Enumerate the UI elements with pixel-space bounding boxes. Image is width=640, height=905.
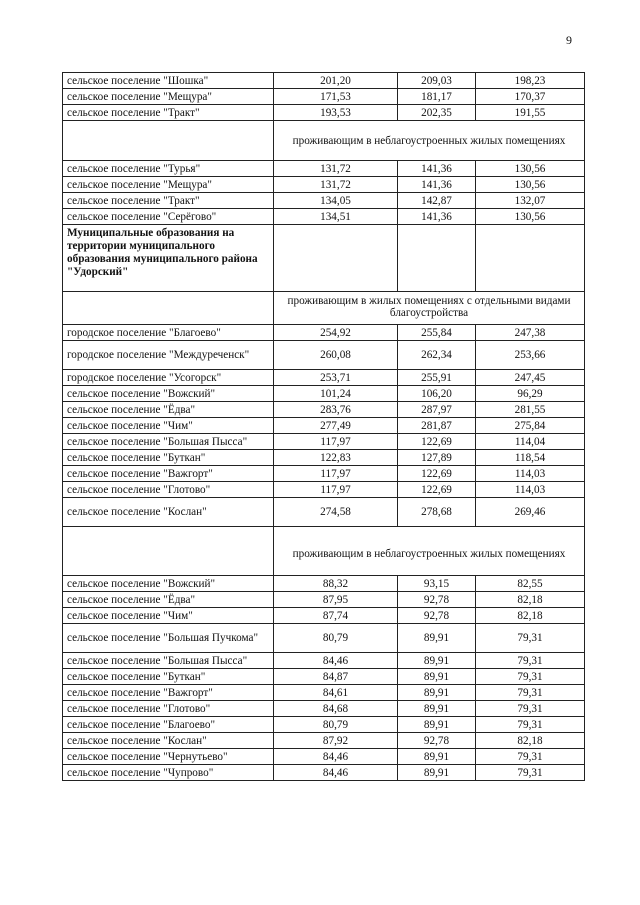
group-heading-row — [63, 225, 585, 292]
municipality-name: сельское поселение "Чим" — [63, 418, 274, 434]
value-cell: 142,87 — [398, 193, 476, 209]
value-cell: 92,78 — [398, 592, 476, 608]
value-cell: 269,46 — [476, 498, 585, 527]
empty-cell — [63, 527, 274, 576]
value-cell: 201,20 — [274, 73, 398, 89]
value-cell: 84,61 — [274, 685, 398, 701]
value-cell: 88,32 — [274, 576, 398, 592]
section-caption-row — [63, 121, 585, 161]
municipality-name: сельское поселение "Мещура" — [63, 89, 274, 105]
value-cell: 80,79 — [274, 624, 398, 653]
municipality-name: сельское поселение "Ёдва" — [63, 402, 274, 418]
value-cell: 82,18 — [476, 592, 585, 608]
value-cell: 262,34 — [398, 341, 476, 370]
municipality-name: сельское поселение "Шошка" — [63, 73, 274, 89]
municipality-name: сельское поселение "Вожский" — [63, 576, 274, 592]
value-cell: 79,31 — [476, 701, 585, 717]
value-cell: 202,35 — [398, 105, 476, 121]
value-cell: 93,15 — [398, 576, 476, 592]
value-cell: 106,20 — [398, 386, 476, 402]
table-row — [63, 370, 585, 386]
value-cell: 122,83 — [274, 450, 398, 466]
section-caption-row — [63, 292, 585, 325]
value-cell: 122,69 — [398, 466, 476, 482]
value-cell: 114,04 — [476, 434, 585, 450]
table-row — [63, 450, 585, 466]
value-cell: 89,91 — [398, 765, 476, 781]
value-cell: 132,07 — [476, 193, 585, 209]
table-row — [63, 418, 585, 434]
municipality-name: сельское поселение "Буткан" — [63, 669, 274, 685]
value-cell: 171,53 — [274, 89, 398, 105]
value-cell: 254,92 — [274, 325, 398, 341]
value-cell: 277,49 — [274, 418, 398, 434]
value-cell: 101,24 — [274, 386, 398, 402]
value-cell: 281,87 — [398, 418, 476, 434]
value-cell: 82,18 — [476, 608, 585, 624]
value-cell: 117,97 — [274, 482, 398, 498]
value-cell: 89,91 — [398, 701, 476, 717]
municipality-name: сельское поселение "Важгорт" — [63, 685, 274, 701]
value-cell: 79,31 — [476, 624, 585, 653]
value-cell: 79,31 — [476, 749, 585, 765]
table-row — [63, 193, 585, 209]
municipality-name: сельское поселение "Тракт" — [63, 105, 274, 121]
value-cell: 122,69 — [398, 482, 476, 498]
table-row — [63, 73, 585, 89]
value-cell: 84,68 — [274, 701, 398, 717]
table-row — [63, 624, 585, 653]
value-cell: 114,03 — [476, 482, 585, 498]
value-cell: 84,46 — [274, 653, 398, 669]
tariff-table-body — [63, 73, 585, 781]
table-row — [63, 685, 585, 701]
empty-cell — [398, 225, 476, 292]
value-cell: 79,31 — [476, 717, 585, 733]
value-cell: 170,37 — [476, 89, 585, 105]
table-row — [63, 325, 585, 341]
municipality-name: сельское поселение "Кослан" — [63, 733, 274, 749]
value-cell: 275,84 — [476, 418, 585, 434]
value-cell: 130,56 — [476, 209, 585, 225]
value-cell: 118,54 — [476, 450, 585, 466]
value-cell: 122,69 — [398, 434, 476, 450]
municipality-name: сельское поселение "Большая Пысса" — [63, 434, 274, 450]
table-row — [63, 498, 585, 527]
value-cell: 141,36 — [398, 161, 476, 177]
municipality-name: сельское поселение "Глотово" — [63, 701, 274, 717]
municipality-name: сельское поселение "Благоево" — [63, 717, 274, 733]
value-cell: 79,31 — [476, 765, 585, 781]
value-cell: 82,18 — [476, 733, 585, 749]
table-row — [63, 765, 585, 781]
empty-cell — [274, 225, 398, 292]
municipality-name: сельское поселение "Серёгово" — [63, 209, 274, 225]
value-cell: 89,91 — [398, 749, 476, 765]
value-cell: 247,38 — [476, 325, 585, 341]
value-cell: 281,55 — [476, 402, 585, 418]
table-row — [63, 733, 585, 749]
value-cell: 79,31 — [476, 653, 585, 669]
value-cell: 89,91 — [398, 717, 476, 733]
value-cell: 131,72 — [274, 177, 398, 193]
table-row — [63, 608, 585, 624]
value-cell: 255,84 — [398, 325, 476, 341]
table-row — [63, 177, 585, 193]
value-cell: 134,05 — [274, 193, 398, 209]
municipality-name: сельское поселение "Тракт" — [63, 193, 274, 209]
section-caption: проживающим в жилых помещениях с отдельными видами благоустройства — [274, 292, 585, 325]
value-cell: 79,31 — [476, 685, 585, 701]
value-cell: 209,03 — [398, 73, 476, 89]
value-cell: 247,45 — [476, 370, 585, 386]
empty-cell — [476, 225, 585, 292]
value-cell: 84,46 — [274, 749, 398, 765]
value-cell: 260,08 — [274, 341, 398, 370]
empty-cell — [63, 292, 274, 325]
value-cell: 117,97 — [274, 434, 398, 450]
value-cell: 127,89 — [398, 450, 476, 466]
value-cell: 89,91 — [398, 685, 476, 701]
table-row — [63, 89, 585, 105]
table-row — [63, 669, 585, 685]
page-number: 9 — [566, 33, 572, 47]
table-row — [63, 482, 585, 498]
value-cell: 141,36 — [398, 209, 476, 225]
table-row — [63, 341, 585, 370]
municipality-name: сельское поселение "Вожский" — [63, 386, 274, 402]
value-cell: 130,56 — [476, 161, 585, 177]
value-cell: 134,51 — [274, 209, 398, 225]
value-cell: 283,76 — [274, 402, 398, 418]
tariff-table — [62, 72, 585, 781]
table-row — [63, 402, 585, 418]
value-cell: 87,74 — [274, 608, 398, 624]
table-row — [63, 717, 585, 733]
table-row — [63, 209, 585, 225]
table-row — [63, 386, 585, 402]
table-row — [63, 592, 585, 608]
municipality-name: городское поселение "Междуреченск" — [63, 341, 274, 370]
value-cell: 82,55 — [476, 576, 585, 592]
table-row — [63, 466, 585, 482]
table-row — [63, 701, 585, 717]
municipality-name: сельское поселение "Глотово" — [63, 482, 274, 498]
value-cell: 130,56 — [476, 177, 585, 193]
value-cell: 80,79 — [274, 717, 398, 733]
municipality-name: сельское поселение "Большая Пучкома" — [63, 624, 274, 653]
value-cell: 253,66 — [476, 341, 585, 370]
value-cell: 114,03 — [476, 466, 585, 482]
municipality-name: городское поселение "Усогорск" — [63, 370, 274, 386]
value-cell: 131,72 — [274, 161, 398, 177]
municipality-name: сельское поселение "Кослан" — [63, 498, 274, 527]
value-cell: 141,36 — [398, 177, 476, 193]
table-row — [63, 576, 585, 592]
value-cell: 278,68 — [398, 498, 476, 527]
value-cell: 87,92 — [274, 733, 398, 749]
municipality-name: сельское поселение "Турья" — [63, 161, 274, 177]
section-caption-row — [63, 527, 585, 576]
value-cell: 287,97 — [398, 402, 476, 418]
value-cell: 92,78 — [398, 733, 476, 749]
value-cell: 89,91 — [398, 653, 476, 669]
municipality-name: сельское поселение "Чернутьево" — [63, 749, 274, 765]
table-row — [63, 749, 585, 765]
municipality-name: сельское поселение "Ёдва" — [63, 592, 274, 608]
table-row — [63, 105, 585, 121]
value-cell: 274,58 — [274, 498, 398, 527]
municipality-name: сельское поселение "Чим" — [63, 608, 274, 624]
group-heading: Муниципальные образования на территории муниципального образования муниципального района "Удорский" — [63, 225, 274, 292]
municipality-name: городское поселение "Благоево" — [63, 325, 274, 341]
value-cell: 96,29 — [476, 386, 585, 402]
value-cell: 193,53 — [274, 105, 398, 121]
municipality-name: сельское поселение "Чупрово" — [63, 765, 274, 781]
value-cell: 84,46 — [274, 765, 398, 781]
municipality-name: сельское поселение "Буткан" — [63, 450, 274, 466]
municipality-name: сельское поселение "Большая Пысса" — [63, 653, 274, 669]
table-row — [63, 161, 585, 177]
value-cell: 87,95 — [274, 592, 398, 608]
value-cell: 181,17 — [398, 89, 476, 105]
value-cell: 89,91 — [398, 669, 476, 685]
value-cell: 253,71 — [274, 370, 398, 386]
value-cell: 117,97 — [274, 466, 398, 482]
empty-cell — [63, 121, 274, 161]
value-cell: 198,23 — [476, 73, 585, 89]
value-cell: 84,87 — [274, 669, 398, 685]
municipality-name: сельское поселение "Важгорт" — [63, 466, 274, 482]
table-row — [63, 653, 585, 669]
section-caption: проживающим в неблагоустроенных жилых помещениях — [274, 527, 585, 576]
value-cell: 79,31 — [476, 669, 585, 685]
section-caption: проживающим в неблагоустроенных жилых помещениях — [274, 121, 585, 161]
value-cell: 191,55 — [476, 105, 585, 121]
value-cell: 89,91 — [398, 624, 476, 653]
table-row — [63, 434, 585, 450]
value-cell: 92,78 — [398, 608, 476, 624]
municipality-name: сельское поселение "Мещура" — [63, 177, 274, 193]
value-cell: 255,91 — [398, 370, 476, 386]
